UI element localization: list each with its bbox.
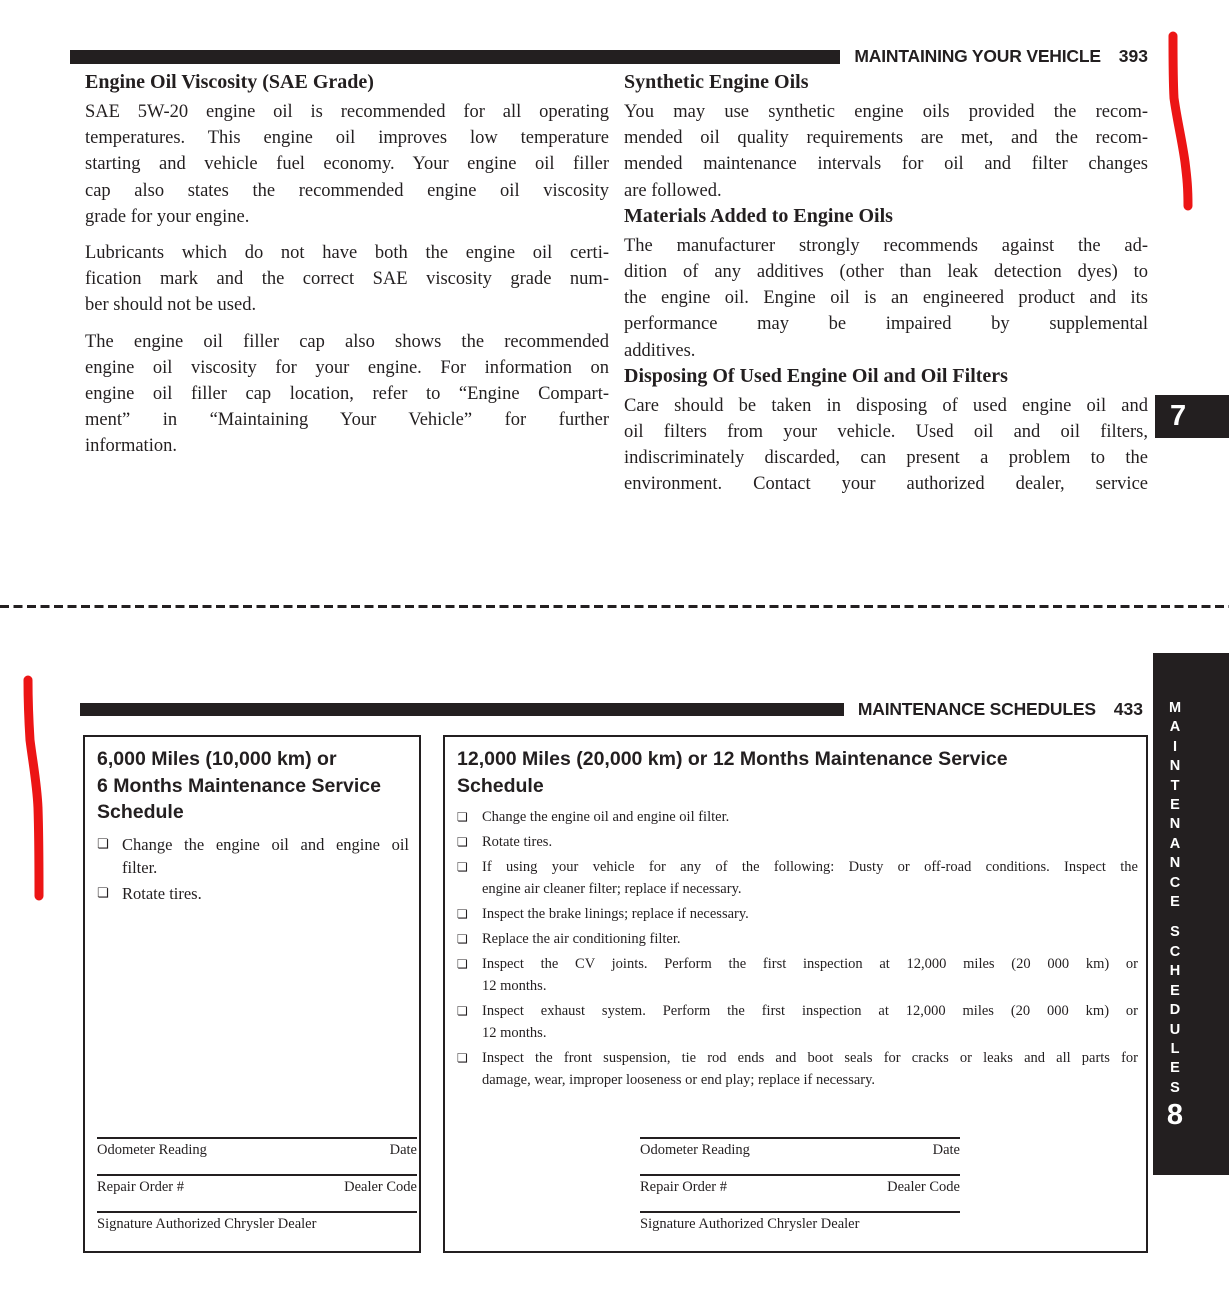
checklist-item (457, 1047, 1138, 1091)
paragraph (85, 329, 609, 460)
tab-letter: N (1169, 758, 1181, 775)
text-line: performance may be impaired by supplemental (624, 314, 1148, 335)
tab-letter: S (1170, 924, 1180, 941)
odometer-reading-label: Odometer Reading (640, 1142, 750, 1158)
signature-row-dealer-signature (640, 1211, 960, 1233)
paragraph (85, 99, 609, 230)
text-line: engine air cleaner filter; replace if necessary. (482, 881, 742, 897)
date-label: Date (932, 1142, 960, 1158)
checkbox-icon: ❏ (457, 810, 468, 824)
section-heading-disposing-oil: Disposing Of Used Engine Oil and Oil Filters (624, 364, 1008, 387)
top-right-column (624, 70, 1148, 498)
text-line: mended oil quality requirements are met, and the recom- (624, 128, 1148, 149)
text-line: 12 months. (482, 978, 547, 994)
tab-letter: A (1169, 719, 1181, 736)
text-line: mended maintenance intervals for oil and filter changes (624, 154, 1148, 175)
text-line: Rotate tires. (482, 834, 553, 850)
text-line: You may use synthetic engine oils provided the recom- (624, 102, 1148, 122)
checklist-item-text (482, 831, 1138, 853)
schedule-box-title (457, 746, 1138, 799)
checkbox-icon: ❏ (457, 835, 468, 849)
signature-row-dealer-signature (97, 1211, 417, 1233)
top-page-title: MAINTAINING YOUR VEHICLE (854, 46, 1101, 66)
tab-letter: E (1170, 1060, 1180, 1077)
tab-letter: T (1170, 777, 1180, 794)
signature-row-repair-order (97, 1174, 417, 1196)
repair-order-label: Repair Order # (640, 1179, 727, 1195)
text-line: Care should be taken in disposing of used engine oil and (624, 395, 1148, 416)
section-heading-materials-added: Materials Added to Engine Oils (624, 204, 893, 227)
header-rule-bar (70, 50, 840, 64)
text-line: damage, wear, improper looseness or end play; replace if necessary. (482, 1072, 876, 1088)
checklist-item (457, 831, 1138, 853)
tab-letter: C (1169, 874, 1181, 891)
text-line: Replace the air conditioning filter. (482, 931, 681, 947)
text-line: cap also states the recommended engine oil viscosity (85, 180, 609, 201)
signature-row-repair-order (640, 1174, 960, 1196)
text-line: indiscriminately discarded, can present a problem to the (624, 448, 1148, 469)
header-rule-bar (80, 703, 844, 716)
checklist-item (97, 882, 409, 905)
checklist-item-text (482, 953, 1138, 997)
text-line: dition of any additives (other than leak detection dyes) to (624, 262, 1148, 283)
top-left-column (85, 70, 609, 460)
section-synthetic-oils (624, 70, 1148, 204)
text-line: filter. (122, 857, 158, 877)
text-line: are followed. (624, 180, 722, 201)
text-line: The manufacturer strongly recommends against the ad- (624, 235, 1148, 256)
red-marker-stroke-bottom (16, 670, 52, 906)
tab-letter: H (1169, 963, 1181, 980)
paragraph (624, 393, 1148, 498)
checklist-item-text (482, 1000, 1138, 1044)
tab-letter: E (1170, 982, 1180, 999)
side-tab-word-maintenance (1163, 699, 1187, 912)
text-line: starting and vehicle fuel economy. Your engine oil filler (85, 154, 609, 175)
tab-letter: U (1169, 1021, 1181, 1038)
text-line: additives. (624, 340, 696, 361)
odometer-reading-label: Odometer Reading (97, 1142, 207, 1158)
text-line: ment” in “Maintaining Your Vehicle” for further (85, 410, 609, 431)
signature-row-odometer (640, 1137, 960, 1159)
section-disposing-oil (624, 364, 1148, 498)
chapter-8-tab-number: 8 (1166, 1099, 1184, 1132)
text-line: grade for your engine. (85, 206, 250, 227)
tab-letter: D (1169, 1002, 1181, 1019)
checkbox-icon: ❏ (457, 907, 468, 921)
top-page-header (70, 46, 1148, 67)
text-line: Change the engine oil and engine oil filter. (482, 809, 730, 825)
checklist-item (457, 928, 1138, 950)
checklist-item-text (482, 928, 1138, 950)
checkbox-icon: ❏ (457, 860, 468, 874)
text-line: engine oil filler cap location, refer to “Engine Compart- (85, 384, 609, 405)
checklist-item (457, 806, 1138, 828)
text-line: temperatures. This engine oil improves low temperature (85, 128, 609, 149)
signature-block (97, 1137, 417, 1233)
checklist-item-text (122, 833, 409, 879)
text-line: Schedule (457, 774, 544, 797)
text-line: Rotate tires. (122, 883, 202, 903)
text-line: Inspect the CV joints. Perform the first inspection at 12,000 miles (20 000 km) or (482, 956, 1138, 972)
text-line: Schedule (97, 801, 184, 823)
text-line: Inspect exhaust system. Perform the first inspection at 12,000 miles (20 000 km) or (482, 1003, 1138, 1019)
maintenance-schedules-side-tab (1153, 653, 1229, 1175)
checklist-item-text (482, 1047, 1138, 1091)
checkbox-icon: ❏ (457, 1004, 468, 1018)
text-line: Inspect the brake linings; replace if necessary. (482, 906, 749, 922)
checkbox-icon: ❏ (457, 1051, 468, 1065)
text-line: 6 Months Maintenance Service (97, 774, 381, 797)
checklist-item (457, 856, 1138, 900)
bottom-page-number: 433 (1113, 699, 1143, 719)
dealer-code-label: Dealer Code (887, 1179, 960, 1195)
checklist-item (457, 1000, 1138, 1044)
section-materials-added (624, 204, 1148, 364)
text-line: oil filters from your vehicle. Used oil and oil filters, (624, 422, 1148, 443)
tab-letter: C (1169, 943, 1181, 960)
bottom-page-header (80, 699, 1143, 720)
dealer-code-label: Dealer Code (344, 1179, 417, 1195)
chapter-7-tab: 7 (1155, 395, 1229, 438)
text-line: Lubricants which do not have both the engine oil certi- (85, 243, 609, 264)
signature-row-odometer (97, 1137, 417, 1159)
text-line: the engine oil. Engine oil is an engineered product and its (624, 288, 1148, 309)
section-heading-oil-viscosity: Engine Oil Viscosity (SAE Grade) (85, 71, 374, 93)
checklist-item (457, 903, 1138, 925)
tab-letter: N (1169, 855, 1181, 872)
tab-letter: E (1170, 894, 1180, 911)
text-line: SAE 5W-20 engine oil is recommended for all operating (85, 102, 609, 122)
text-line: Inspect the front suspension, tie rod ends and boot seals for cracks or leaks and all parts for (482, 1050, 1138, 1066)
checklist-item-text (122, 882, 409, 905)
text-line: information. (85, 436, 177, 457)
maintenance-checklist (457, 806, 1138, 1091)
signature-label: Signature Authorized Chrysler Dealer (640, 1216, 860, 1232)
schedule-box-title (97, 746, 409, 826)
side-tab-word-schedules (1163, 912, 1187, 1098)
checklist-item (457, 953, 1138, 997)
tab-letter: N (1169, 816, 1181, 833)
top-page-number: 393 (1118, 46, 1148, 66)
paragraph (624, 99, 1148, 204)
tab-letter: S (1170, 1079, 1180, 1096)
text-line: 12 months. (482, 1025, 547, 1041)
schedule-box-6000-miles (83, 735, 421, 1253)
tab-letter: L (1170, 1040, 1180, 1057)
text-line: fication mark and the correct SAE viscosity grade num- (85, 269, 609, 290)
text-line: ber should not be used. (85, 295, 257, 316)
checklist-item-text (482, 806, 1138, 828)
tab-letter: A (1169, 835, 1181, 852)
checkbox-icon: ❏ (97, 885, 109, 901)
checkbox-icon: ❏ (97, 836, 109, 852)
tab-letter: I (1172, 738, 1178, 755)
checkbox-icon: ❏ (457, 957, 468, 971)
checklist-item-text (482, 856, 1138, 900)
date-label: Date (389, 1142, 417, 1158)
paragraph (624, 233, 1148, 364)
tab-letter: E (1170, 797, 1180, 814)
text-line: environment. Contact your authorized dealer, service (624, 474, 1148, 495)
checkbox-icon: ❏ (457, 932, 468, 946)
text-line: 12,000 Miles (20,000 km) or 12 Months Maintenance Service (457, 748, 1008, 770)
text-line: engine oil viscosity for your engine. For information on (85, 357, 609, 378)
repair-order-label: Repair Order # (97, 1179, 184, 1195)
schedule-box-12000-miles (443, 735, 1148, 1253)
paragraph (85, 240, 609, 319)
text-line: 6,000 Miles (10,000 km) or (97, 748, 337, 770)
bottom-page-title: MAINTENANCE SCHEDULES (857, 699, 1096, 719)
dashed-separator-line (0, 605, 1229, 608)
signature-block (640, 1137, 960, 1233)
red-marker-stroke-top (1163, 28, 1203, 218)
checklist-item (97, 833, 409, 879)
signature-label: Signature Authorized Chrysler Dealer (97, 1216, 317, 1232)
tab-letter: M (1168, 700, 1182, 716)
text-line: The engine oil filler cap also shows the recommended (85, 331, 609, 352)
checklist-item-text (482, 903, 1138, 925)
text-line: If using your vehicle for any of the following: Dusty or off-road conditions. Inspect the (482, 859, 1138, 875)
text-line: Change the engine oil and engine oil (122, 834, 409, 854)
maintenance-checklist (97, 833, 409, 905)
section-heading-synthetic-oils: Synthetic Engine Oils (624, 71, 809, 93)
